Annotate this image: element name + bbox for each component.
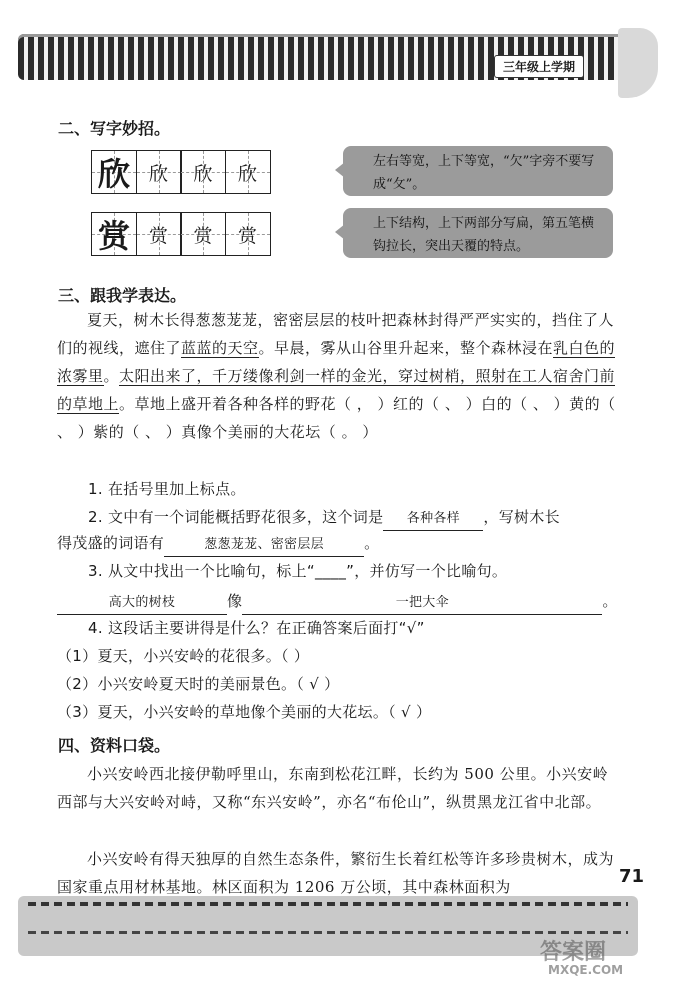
page-curl	[618, 28, 658, 98]
copy-char-cell: 赏	[136, 212, 182, 256]
underlined-sentence: 太阳出来了，千万缕像利剑一样的金光，穿过树梢，照射在工人宿舍门前的草地上	[57, 367, 616, 413]
copy-char-cell: 欣	[225, 150, 271, 194]
writing-tip-1: 左右等宽，上下等宽，“欠”字旁不要写成“攵”。	[343, 146, 613, 196]
answer-blank: 高大的树枝	[57, 592, 227, 615]
underlined-phrase: 乳白色的浓雾里	[57, 339, 616, 385]
question-2-cont: 得茂盛的词语有 葱葱茏茏、密密层层 。	[57, 532, 379, 557]
answer-blank: 一把大伞	[242, 592, 602, 615]
section2-title: 二、写字妙招。	[58, 119, 171, 138]
answer-blank: 各种各样	[383, 508, 483, 531]
question-4: 4. 这段话主要讲得是什么？在正确答案后面打“√”	[88, 619, 425, 637]
copy-char-cell: 赏	[225, 212, 271, 256]
answer-blank: 葱葱茏茏、密密层层	[164, 534, 364, 557]
option-1: （1）夏天，小兴安岭的花很多。（ ）	[57, 647, 310, 665]
reading-passage: 夏天，树木长得葱葱茏茏，密密层层的枝叶把森林封得严严实实的，挡住了人们的视线，遮住了蓝蓝的天空。早晨，雾从山谷里升起来，整个森林浸在乳白色的浓雾里。太阳出来了，千万缕像利剑一样的金光，穿过树梢，照射在工人宿舍门前的草地上。草地上盛开着各种各样的野花（ ， ）红的（ 、 ）白的（ 、 ）黄的（ 、 ）紫的（ 、 ）真像个美丽的大花坛（ 。 ）	[57, 311, 616, 441]
question-1: 1. 在括号里加上标点。	[88, 480, 246, 498]
question-3: 3. 从文中找出一个比喻句，标上“____”，并仿写一个比喻句。	[88, 562, 508, 580]
copy-char-cell: 赏	[180, 212, 226, 256]
copy-char-cell: 欣	[180, 150, 226, 194]
writing-grid-row-2	[91, 212, 269, 256]
question-3-answer: 高大的树枝 像 一把大伞 。	[57, 590, 618, 615]
info-paragraph-1: 小兴安岭西北接伊勒呼里山，东南到松花江畔，长约为 500 公里。小兴安岭西部与大兴安岭对峙，又称“东兴安岭”，亦名“布伦山”，纵贯黑龙江省中北部。	[57, 765, 609, 811]
page-number: 71	[619, 866, 645, 887]
info-paragraph-2: 小兴安岭有得天独厚的自然生态条件，繁衍生长着红松等许多珍贵树木，成为国家重点用材林基地。林区面积为 1206 万公顷，其中森林面积为	[57, 850, 615, 896]
watermark-logo: 答案圈 MXQE.COM	[540, 940, 624, 977]
model-char-cell: 赏	[91, 212, 137, 256]
writing-grid-row-1	[91, 150, 269, 194]
header-title: 三年级上学期	[494, 55, 584, 78]
section3-title: 三、跟我学表达。	[58, 286, 187, 305]
option-2: （2）小兴安岭夏天时的美丽景色。（ √ ）	[57, 675, 340, 693]
question-2: 2. 文中有一个词能概括野花很多，这个词是 各种各样 ，写树木长	[88, 506, 560, 531]
copy-char-cell: 欣	[136, 150, 182, 194]
writing-tip-2: 上下结构，上下两部分写扁，第五笔横钩拉长，突出天覆的特点。	[343, 208, 613, 258]
section4-title: 四、资料口袋。	[58, 736, 171, 755]
model-char-cell: 欣	[91, 150, 137, 194]
option-3: （3）夏天，小兴安岭的草地像个美丽的大花坛。（ √ ）	[57, 703, 432, 721]
underlined-phrase: 蓝蓝的天空	[181, 339, 259, 357]
